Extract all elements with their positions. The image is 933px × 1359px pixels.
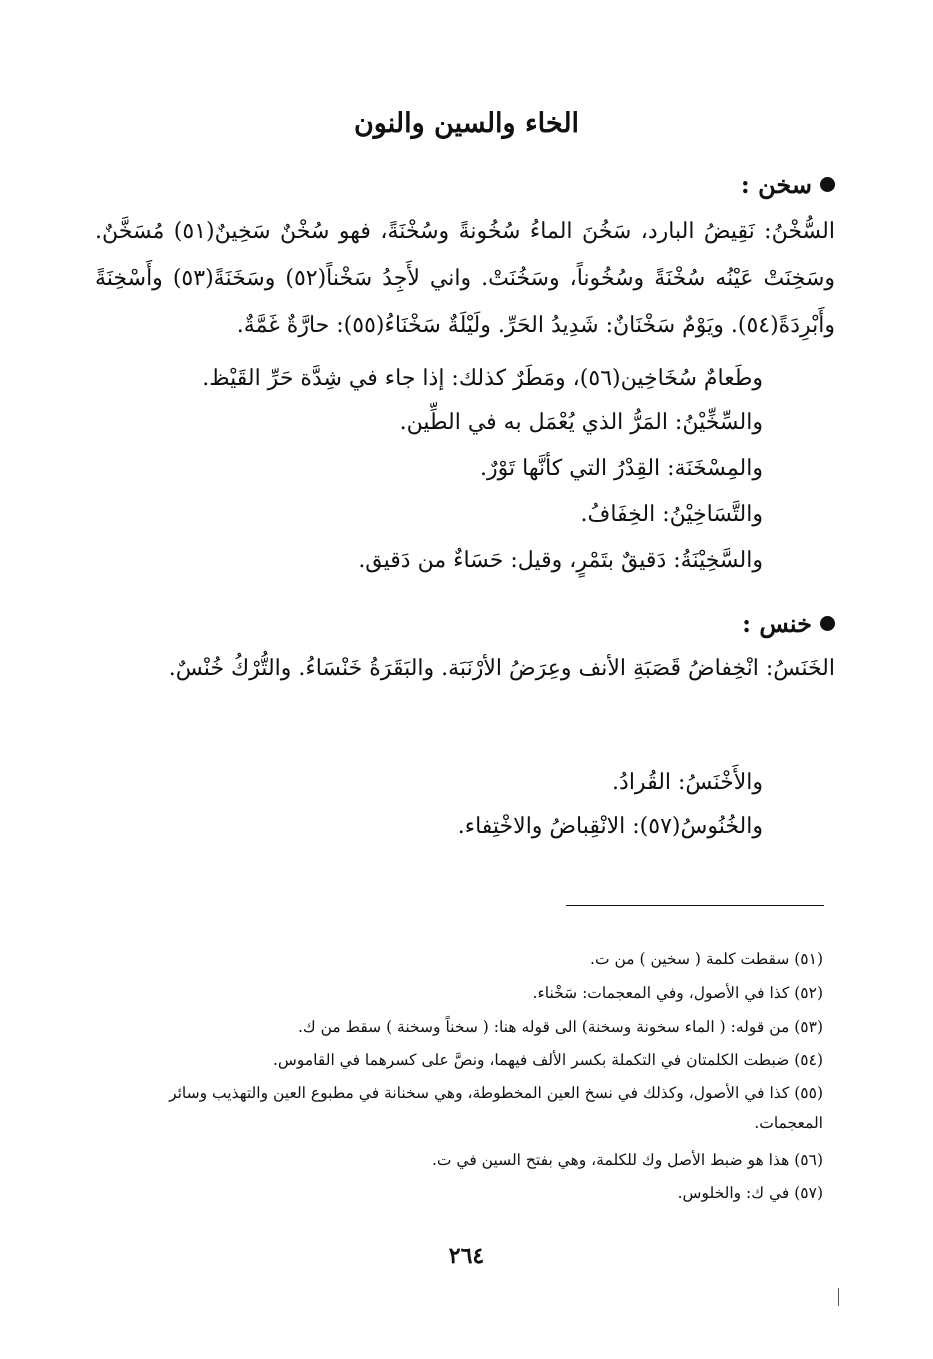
entry-line: والسِّخِّيْنُ: المَرُّ الذي يُعْمَل به في الطِّين. [399,410,763,435]
entry-paragraph-khanas: الخَنَسُ: انْخِفاضُ قَصَبَةِ الأنف وعِرَضُ الأرْنَبَة. والبَقَرَةُ خَنْسَاءُ. والتُّرْكُ خُنْسٌ. [168,656,835,681]
entry-heading-label: خنس : [742,609,812,638]
entry-line: والتَّسَاخِيْنُ: الخِفَافُ. [580,502,763,527]
footnote: (٥٥) كذا في الأصول، وكذلك في نسخ العين المخطوطة، وهي سخنانة في مطبوع العين والتهذيب وسائر المعجمات. [169,1084,823,1132]
footnote: (٥٧) في ك: والخلوس. [677,1184,823,1202]
footnote: (٥٣) من قوله: ( الماء سخونة وسخنة) الى قوله هنا: ( سخناً وسخنة ) سقط من ك. [297,1018,823,1036]
page-title: الخاء والسين والنون [353,108,580,139]
footnote: (٥١) سقطت كلمة ( سخين ) من ت. [590,950,823,968]
bullet-icon [820,616,835,631]
footnote-divider [566,905,824,906]
entry-line: والسَّخِيْنَةُ: دَقيقٌ بتَمْرٍ، وقيل: حَسَاءٌ من دَقيق. [358,548,763,573]
entry-line: والأَخْنَسُ: القُرادُ. [612,770,763,795]
entry-heading-label: سخن : [740,170,812,199]
entry-line: وطَعامٌ سُخَاخِين(٥٦)، ومَطَرٌ كذلك: إذا جاء في شِدَّة حَرِّ القَيْظ. [202,366,763,391]
entry-line: والمِسْخَنَة: القِدْرُ التي كأنَّها تَوْرٌ. [480,456,763,481]
page-number: ٢٦٤ [448,1243,485,1269]
footnote: (٥٤) ضبطت الكلمتان في التكملة بكسر الألف فيهما، ونصَّ على كسرهما في القاموس. [273,1051,823,1069]
bullet-icon [820,177,835,192]
scan-mark [838,1288,839,1306]
footnote: (٥٦) هذا هو ضبط الأصل وك للكلمة، وهي بفتح السين في ت. [431,1151,823,1169]
entry-heading-khanas [742,609,835,638]
footnote: (٥٢) كذا في الأصول، وفي المعجمات: سَخْناء. [532,984,823,1002]
entry-heading-sakhan [741,170,835,199]
entry-line: والخُنُوسُ(٥٧): الانْقِباضُ والاخْتِفاء. [457,814,763,839]
entry-paragraph-sakhan: السُّخْنُ: نَقِيضُ البارد، سَخُنَ الماءُ سُخُونةً وسُخْنَةً، فهو سُخْنٌ سَخِينٌ(٥١) مُسَخَّنٌ. وسَخِنَتْ عَيْنُه سُخْنَةً وسُخُوناً، وسَخُنَتْ. واني لأَجِدُ سَخْناً(٥٢) وسَخَنَةً(٥٣) وأَسْخِنَةً وأَبْرِدَةً(٥٤). ويَوْمٌ سَخْنَانٌ: شَدِيدُ الحَرِّ. ولَيْلَةٌ سَخْنَاءُ(٥٥): حارَّةٌ غَمَّةٌ. [95,219,836,338]
